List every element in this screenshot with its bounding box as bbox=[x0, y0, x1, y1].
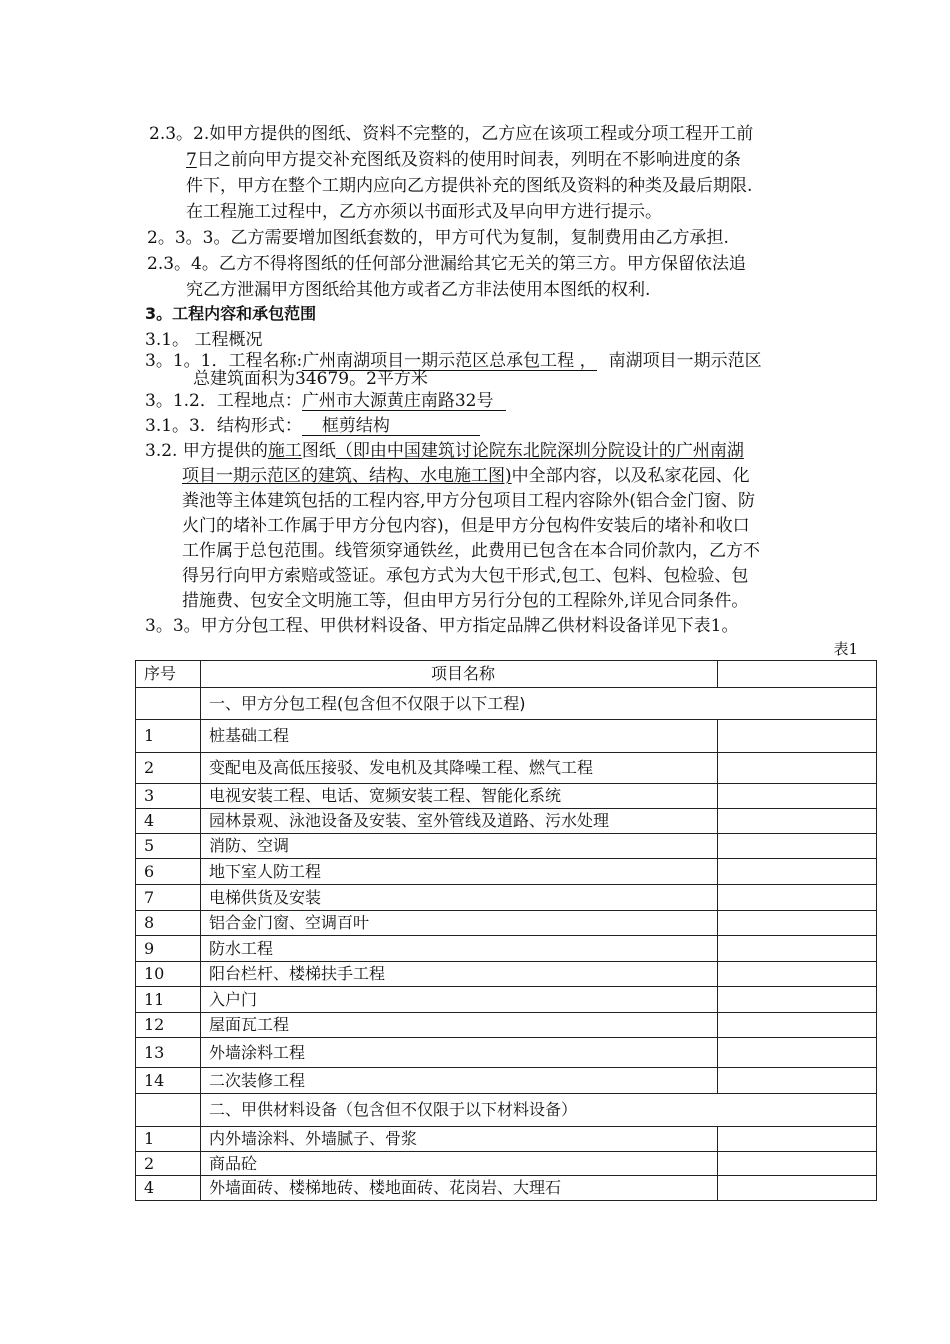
section-3-3: 3。3。甲方分包工程、甲供材料设备、甲方指定品牌乙供材料设备详见下表1。 bbox=[145, 616, 739, 636]
row-number: 5 bbox=[136, 834, 201, 859]
row-number: 1 bbox=[136, 720, 201, 753]
table-row bbox=[136, 962, 877, 987]
row-extra bbox=[718, 885, 877, 911]
paragraph-2-3-4-line1: 2.3。4。乙方不得将图纸的任何部分泄漏给其它无关的第三方。甲方保留依法追 bbox=[147, 254, 746, 274]
table-row bbox=[136, 809, 877, 834]
row-extra bbox=[718, 987, 877, 1013]
row-item-name: 桩基础工程 bbox=[201, 720, 718, 753]
section-3-2-line3: 粪池等主体建筑包括的工程内容,甲方分包项目工程内容除外(铝合金门窗、防 bbox=[182, 491, 756, 511]
paragraph-2-3-2-line4: 在工程施工过程中，乙方亦须以书面形式及早向甲方进行提示。 bbox=[186, 202, 662, 222]
table-row bbox=[136, 784, 877, 809]
row-number: 8 bbox=[136, 911, 201, 936]
table-row bbox=[136, 1127, 877, 1152]
table-row bbox=[136, 753, 877, 784]
section-title-1: 一、甲方分包工程(包含但不仅限于以下工程) bbox=[201, 688, 877, 720]
header-extra bbox=[718, 661, 877, 688]
row-extra bbox=[718, 1127, 877, 1152]
row-extra bbox=[718, 809, 877, 834]
paragraph-2-3-3: 2。3。3。乙方需要增加图纸套数的，甲方可代为复制，复制费用由乙方承担. bbox=[147, 228, 729, 248]
section-3-2-line5: 工作属于总包范围。线管须穿通铁丝，此费用已包含在本合同价款内，乙方不 bbox=[182, 541, 760, 561]
row-number: 11 bbox=[136, 987, 201, 1013]
table-row bbox=[136, 1068, 877, 1094]
table-row bbox=[136, 720, 877, 753]
row-item-name: 地下室人防工程 bbox=[201, 859, 718, 885]
section-3-2-line1: 3.2. 甲方提供的施工图纸（即由中国建筑讨论院东北院深圳分院设计的广州南湖 bbox=[145, 441, 744, 461]
row-extra bbox=[718, 1038, 877, 1068]
row-item-name: 外墙面砖、楼梯地砖、楼地面砖、花岗岩、大理石 bbox=[201, 1176, 718, 1201]
row-item-name: 阳台栏杆、楼梯扶手工程 bbox=[201, 962, 718, 987]
table-row bbox=[136, 987, 877, 1013]
row-number: 13 bbox=[136, 1038, 201, 1068]
row-number: 10 bbox=[136, 962, 201, 987]
section-3-1-3: 3.1。3．结构形式： 框剪结构 bbox=[145, 416, 480, 436]
row-number: 2 bbox=[136, 1152, 201, 1176]
header-name: 项目名称 bbox=[201, 661, 718, 688]
table-row bbox=[136, 1152, 877, 1176]
section-3-1-1-line1: 3。1。1．工程名称:广州南湖项目一期示范区总承包工程 ， 南湖项目一期示范区 bbox=[145, 351, 762, 371]
row-item-name: 商品砼 bbox=[201, 1152, 718, 1176]
row-number: 12 bbox=[136, 1013, 201, 1038]
section-row-2 bbox=[136, 1094, 877, 1127]
table-row bbox=[136, 859, 877, 885]
table-row bbox=[136, 936, 877, 962]
row-number: 14 bbox=[136, 1068, 201, 1094]
row-extra bbox=[718, 859, 877, 885]
row-extra bbox=[718, 784, 877, 809]
section-title-2: 二、甲供材料设备（包含但不仅限于以下材料设备） bbox=[201, 1094, 877, 1127]
row-extra bbox=[718, 1013, 877, 1038]
row-extra bbox=[718, 753, 877, 784]
row-number: 7 bbox=[136, 885, 201, 911]
row-item-name: 园林景观、泳池设备及安装、室外管线及道路、污水处理 bbox=[201, 809, 718, 834]
row-number: 6 bbox=[136, 859, 201, 885]
section-3-2-line4: 火门的堵补工作属于甲方分包内容)，但是甲方分包构件安装后的堵补和收口 bbox=[182, 516, 750, 536]
row-item-name: 变配电及高低压接驳、发电机及其降噪工程、燃气工程 bbox=[201, 753, 718, 784]
section-3-2-line2: 项目一期示范区的建筑、结构、水电施工图)中全部内容，以及私家花园、化 bbox=[182, 466, 750, 486]
section-3-1-1-line2: 总建筑面积为34679。2平方米 bbox=[193, 369, 428, 389]
row-number: 4 bbox=[136, 1176, 201, 1201]
row-number: 3 bbox=[136, 784, 201, 809]
paragraph-2-3-2-line1: 2.3。2.如甲方提供的图纸、资料不完整的，乙方应在该项工程或分项工程开工前 bbox=[149, 124, 754, 144]
header-no: 序号 bbox=[136, 661, 201, 688]
row-item-name: 电视安装工程、电话、宽频安装工程、智能化系统 bbox=[201, 784, 718, 809]
table-row bbox=[136, 1176, 877, 1201]
row-number: 9 bbox=[136, 936, 201, 962]
table-row bbox=[136, 911, 877, 936]
row-item-name: 屋面瓦工程 bbox=[201, 1013, 718, 1038]
row-number: 4 bbox=[136, 809, 201, 834]
section-row-1 bbox=[136, 688, 877, 720]
section-3-1-2: 3。1.2．工程地点：广州市大源黄庄南路32号 bbox=[145, 391, 506, 411]
row-extra bbox=[718, 911, 877, 936]
row-item-name: 外墙涂料工程 bbox=[201, 1038, 718, 1068]
row-extra bbox=[718, 834, 877, 859]
section-3-2-line6: 得另行向甲方索赔或签证。承包方式为大包干形式,包工、包料、包检验、包 bbox=[182, 566, 749, 586]
row-item-name: 防水工程 bbox=[201, 936, 718, 962]
items-table bbox=[135, 660, 877, 1201]
row-item-name: 入户门 bbox=[201, 987, 718, 1013]
table-row bbox=[136, 1038, 877, 1068]
table-row bbox=[136, 1013, 877, 1038]
table-row bbox=[136, 885, 877, 911]
row-item-name: 消防、空调 bbox=[201, 834, 718, 859]
section-3-heading: 3。工程内容和承包范围 bbox=[145, 304, 317, 323]
table-caption: 表1 bbox=[833, 640, 858, 658]
row-number: 1 bbox=[136, 1127, 201, 1152]
row-extra bbox=[718, 720, 877, 753]
section-3-1: 3.1。 工程概况 bbox=[145, 330, 263, 350]
row-extra bbox=[718, 936, 877, 962]
row-number: 2 bbox=[136, 753, 201, 784]
row-extra bbox=[718, 1068, 877, 1094]
table-row bbox=[136, 834, 877, 859]
row-item-name: 内外墙涂料、外墙腻子、骨浆 bbox=[201, 1127, 718, 1152]
row-item-name: 铝合金门窗、空调百叶 bbox=[201, 911, 718, 936]
table-header-row bbox=[136, 661, 877, 688]
row-extra bbox=[718, 1152, 877, 1176]
paragraph-2-3-2-line2: 7日之前向甲方提交补充图纸及资料的使用时间表，列明在不影响进度的条 bbox=[186, 150, 741, 170]
paragraph-2-3-2-line3: 件下，甲方在整个工期内应向乙方提供补充的图纸及资料的种类及最后期限. bbox=[186, 176, 753, 196]
row-extra bbox=[718, 962, 877, 987]
row-item-name: 电梯供货及安装 bbox=[201, 885, 718, 911]
section-3-2-line7: 措施费、包安全文明施工等，但由甲方另行分包的工程除外,详见合同条件。 bbox=[182, 591, 749, 611]
row-extra bbox=[718, 1176, 877, 1201]
paragraph-2-3-4-line2: 究乙方泄漏甲方图纸给其他方或者乙方非法使用本图纸的权利. bbox=[186, 280, 651, 300]
row-item-name: 二次装修工程 bbox=[201, 1068, 718, 1094]
